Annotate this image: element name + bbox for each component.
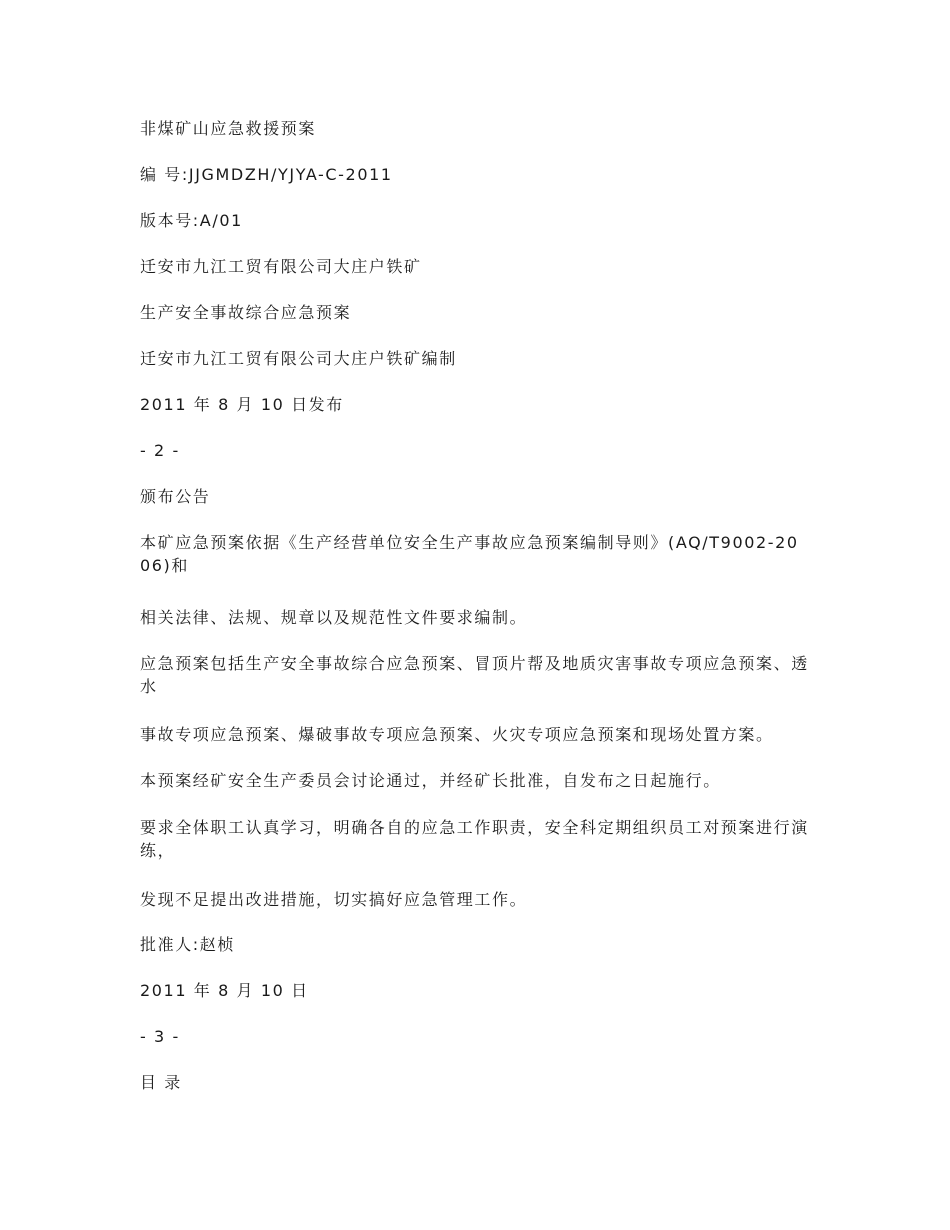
paragraph: 发现不足提出改进措施，切实搞好应急管理工作。	[140, 890, 528, 909]
paragraph: 应急预案包括生产安全事故综合应急预案、冒顶片帮及地质灾害事故专项应急预案、透水	[140, 654, 809, 696]
compiled-by: 迁安市九江工贸有限公司大庄户铁矿编制	[140, 349, 457, 368]
plan-name: 生产安全事故综合应急预案	[140, 303, 352, 322]
release-date: 2011 年 8 月 10 日发布	[140, 395, 344, 414]
document-version: 版本号:A/01	[140, 211, 243, 230]
toc-heading: 目 录	[140, 1073, 182, 1092]
page-number: - 2 -	[140, 441, 180, 460]
document-title: 非煤矿山应急救援预案	[140, 119, 317, 138]
paragraph: 本预案经矿安全生产委员会讨论通过，并经矿长批准，自发布之日起施行。	[140, 771, 721, 790]
paragraph: 本矿应急预案依据《生产经营单位安全生产事故应急预案编制导则》(AQ/T9002-2006)和	[140, 533, 799, 575]
company-name: 迁安市九江工贸有限公司大庄户铁矿	[140, 257, 422, 276]
announcement-heading: 颁布公告	[140, 487, 211, 506]
paragraph: 要求全体职工认真学习，明确各自的应急工作职责，安全科定期组织员工对预案进行演练，	[140, 818, 809, 860]
approver: 批准人:赵桢	[140, 935, 235, 954]
page-number: - 3 -	[140, 1027, 180, 1046]
document-code: 编 号:JJGMDZH/YJYA-C-2011	[140, 165, 393, 184]
paragraph: 事故专项应急预案、爆破事故专项应急预案、火灾专项应急预案和现场处置方案。	[140, 725, 774, 744]
paragraph: 相关法律、法规、规章以及规范性文件要求编制。	[140, 608, 528, 627]
sign-date: 2011 年 8 月 10 日	[140, 981, 309, 1000]
